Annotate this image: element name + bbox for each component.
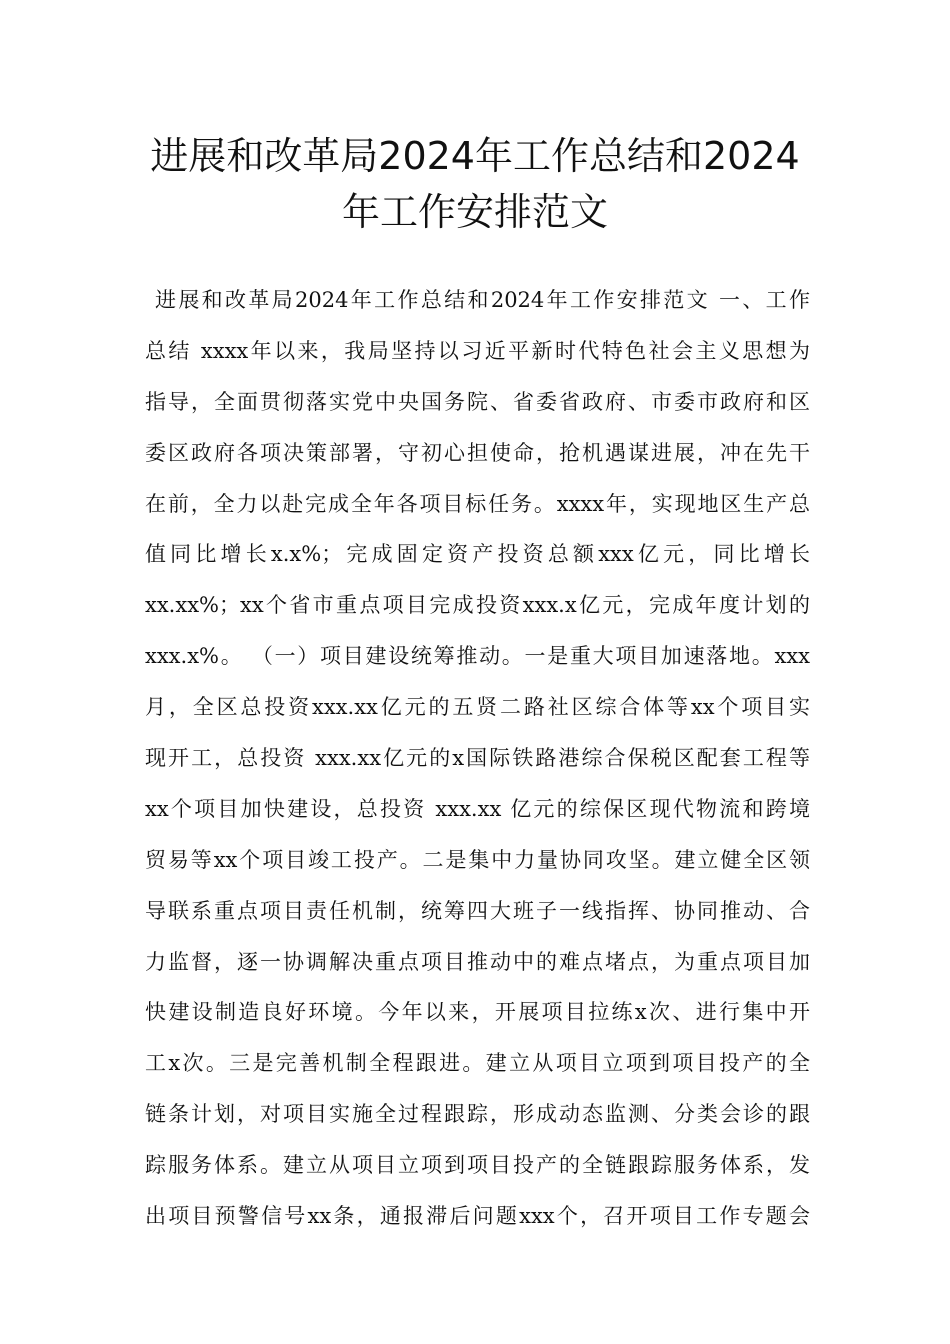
body-line: xxx.x%。 （一）项目建设统筹推动。一是重大项目加速落地。xxx bbox=[145, 644, 810, 669]
body-line: 总结 xxxx年以来，我局坚持以习近平新时代特色社会主义思想为 bbox=[145, 338, 810, 363]
body-line: 力监督，逐一协调解决重点项目推动中的难点堵点，为重点项目加 bbox=[145, 949, 810, 974]
body-line: xx个项目加快建设，总投资 xxx.xx 亿元的综保区现代物流和跨境 bbox=[145, 796, 810, 821]
title-line: 年工作安排范文 bbox=[341, 190, 608, 234]
document-title bbox=[0, 128, 950, 240]
body-line: xx.xx%；xx个省市重点项目完成投资xxx.x亿元，完成年度计划的 bbox=[145, 593, 810, 618]
body-line: 委区政府各项决策部署，守初心担使命，抢机遇谋进展，冲在先干 bbox=[145, 440, 810, 465]
body-line: 导联系重点项目责任机制，统筹四大班子一线指挥、协同推动、合 bbox=[145, 898, 810, 923]
body-line: 指导，全面贯彻落实党中央国务院、省委省政府、市委市政府和区 bbox=[145, 389, 810, 414]
body-line: 现开工，总投资 xxx.xx亿元的x国际铁路港综合保税区配套工程等 bbox=[145, 746, 810, 771]
body-line: 月，全区总投资xxx.xx亿元的五贤二路社区综合体等xx个项目实 bbox=[145, 695, 810, 720]
body-line: 在前，全力以赴完成全年各项目标任务。xxxx年，实现地区生产总 bbox=[145, 491, 810, 516]
body-line: 链条计划，对项目实施全过程跟踪，形成动态监测、分类会诊的跟 bbox=[145, 1102, 810, 1127]
body-line: 进展和改革局2024年工作总结和2024年工作安排范文 一、工作 bbox=[155, 288, 810, 312]
document-body bbox=[145, 282, 810, 1249]
body-line: 贸易等xx个项目竣工投产。二是集中力量协同攻坚。建立健全区领 bbox=[145, 847, 810, 872]
body-line: 出项目预警信号xx条，通报滞后问题xxx个，召开项目工作专题会 bbox=[145, 1204, 810, 1229]
body-line: 快建设制造良好环境。今年以来，开展项目拉练x次、进行集中开 bbox=[145, 1000, 810, 1025]
body-line: 工x次。三是完善机制全程跟进。建立从项目立项到项目投产的全 bbox=[145, 1051, 810, 1076]
body-line: 值同比增长x.x%；完成固定资产投资总额xxx亿元，同比增长 bbox=[145, 542, 810, 567]
body-line: 踪服务体系。建立从项目立项到项目投产的全链跟踪服务体系，发 bbox=[145, 1153, 810, 1178]
title-line: 进展和改革局2024年工作总结和2024 bbox=[150, 134, 800, 178]
